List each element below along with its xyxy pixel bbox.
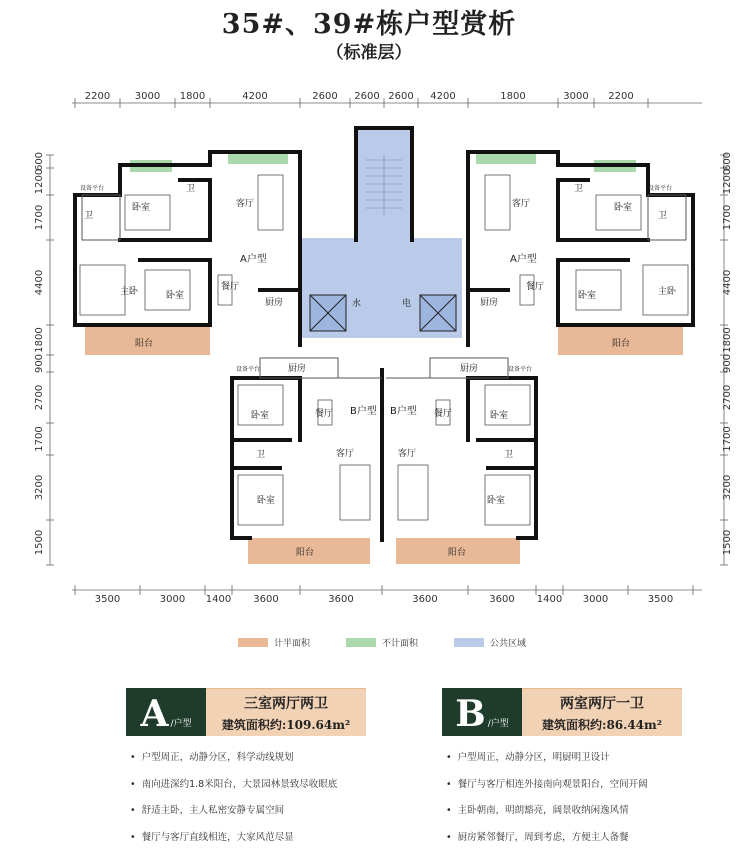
room-shui: 水 xyxy=(352,297,361,309)
room-wei-a1b: 卫 xyxy=(84,210,93,221)
dim-top-label: 3000 xyxy=(563,91,588,102)
dim-top-label: 1800 xyxy=(500,91,525,102)
dim-bottom-label: 3600 xyxy=(412,594,437,605)
room-wei-b2: 卫 xyxy=(504,449,513,460)
unit-area-b: 建筑面积约:86.44m² xyxy=(530,716,674,733)
unit-name-a: 三室两厅两卫 xyxy=(214,693,358,713)
room-woshi-b2: 卧室 xyxy=(257,494,275,506)
page-subtitle: （标准层） xyxy=(0,38,738,63)
dim-top-label: 3000 xyxy=(135,91,160,102)
room-type-a2: A户型 xyxy=(510,252,537,265)
unit-letter-a: A xyxy=(141,696,169,732)
dim-right-group xyxy=(720,152,733,565)
unit-area-a: 建筑面积约:109.64m² xyxy=(214,716,358,733)
room-wei-b1: 卫 xyxy=(256,449,265,460)
legend-half-label: 计半面积 xyxy=(274,636,310,649)
legend-public xyxy=(454,636,526,649)
legend-none xyxy=(346,636,418,649)
dim-top-group xyxy=(75,91,648,108)
unit-badge-b xyxy=(442,688,522,736)
unit-sub-a: /户型 xyxy=(170,716,191,729)
dim-bottom-group xyxy=(75,585,693,605)
room-chufang-a1: 厨房 xyxy=(265,296,283,308)
room-canting-a1: 餐厅 xyxy=(221,280,239,292)
dim-bottom-label: 3600 xyxy=(253,594,278,605)
room-yangtai-a2: 阳台 xyxy=(612,337,630,349)
dim-top-label: 1800 xyxy=(180,91,205,102)
feature-item: • 户型周正，动静分区，明厨明卫设计 xyxy=(446,752,648,779)
dim-bottom-label: 3600 xyxy=(489,594,514,605)
room-yangtai-b2: 阳台 xyxy=(448,546,466,558)
dim-bottom-label: 3500 xyxy=(95,594,120,605)
page-title: 35#、39#栋户型赏析 xyxy=(0,2,738,41)
room-wei-a2b: 卫 xyxy=(658,210,667,221)
room-keting-b1: 客厅 xyxy=(336,447,354,459)
dim-left-label: 900 xyxy=(34,354,45,373)
dim-top-label: 4200 xyxy=(430,91,455,102)
unit-info-b xyxy=(522,688,682,736)
dim-top-label: 2200 xyxy=(85,91,110,102)
dim-right-label: 2700 xyxy=(722,385,733,410)
room-canting-a2: 餐厅 xyxy=(526,280,544,292)
feature-item: • 厨房紧邻餐厅，周到考虑，方便主人备餐 xyxy=(446,832,648,858)
room-type-a1: A户型 xyxy=(240,252,267,265)
dim-top-label: 2600 xyxy=(388,91,413,102)
feature-item: • 餐厅与客厅相连外接南向观景阳台，空间开阔 xyxy=(446,779,648,806)
room-woshi-a2: 卧室 xyxy=(166,289,184,301)
room-yangtai-b1: 阳台 xyxy=(296,546,314,558)
room-woshi-b1: 卧室 xyxy=(251,409,269,421)
room-chufang-b1: 厨房 xyxy=(288,362,306,374)
dim-right-label: 4400 xyxy=(722,270,733,295)
dim-right-label: 3200 xyxy=(722,475,733,500)
dim-bottom-label: 3600 xyxy=(328,594,353,605)
feature-item: • 主卧朝南，明朗豁亮，阔景收纳闲逸风情 xyxy=(446,805,648,832)
dim-top-label: 2600 xyxy=(354,91,379,102)
unit-info-a xyxy=(206,688,366,736)
dim-right-label: 900 xyxy=(722,354,733,373)
dim-right-label: 1500 xyxy=(722,530,733,555)
room-chufang-a2: 厨房 xyxy=(480,296,498,308)
dim-right-label: 1700 xyxy=(722,205,733,230)
feature-item: • 南向进深约1.8米阳台，大景园林景致尽收眼底 xyxy=(130,779,337,806)
legend-half-swatch xyxy=(238,638,268,647)
legend-half xyxy=(238,636,310,649)
room-woshi-b3: 卧室 xyxy=(490,409,508,421)
unit-badge-a xyxy=(126,688,206,736)
feature-item: • 餐厅与客厅直线相连，大家风范尽显 xyxy=(130,832,337,858)
dim-left-label: 1200 xyxy=(34,169,45,194)
feature-item: • 舒适主卧，主人私密安静专属空间 xyxy=(130,805,337,832)
dim-left-label: 1500 xyxy=(34,530,45,555)
features-a xyxy=(130,752,337,858)
room-woshi-a1: 卧室 xyxy=(132,201,150,213)
unit-card-b xyxy=(442,688,682,736)
room-wei-a1: 卫 xyxy=(186,183,195,194)
room-chufang-b2: 厨房 xyxy=(460,362,478,374)
room-dian: 电 xyxy=(402,297,411,309)
room-wei-a2: 卫 xyxy=(574,183,583,194)
room-type-b1: B户型 xyxy=(350,404,377,417)
legend-public-swatch xyxy=(454,638,484,647)
room-woshi-a3: 卧室 xyxy=(614,201,632,213)
dim-left-label: 1700 xyxy=(34,205,45,230)
dim-right-label: 600 xyxy=(722,152,733,171)
dim-left-label: 1800 xyxy=(34,327,45,352)
dim-right-label: 1800 xyxy=(722,327,733,352)
room-yangtai-a1: 阳台 xyxy=(135,337,153,349)
dim-bottom-label: 3000 xyxy=(583,594,608,605)
dim-bottom-label: 1400 xyxy=(537,594,562,605)
room-woshi-a4: 卧室 xyxy=(578,289,596,301)
dim-right-label: 1700 xyxy=(722,426,733,451)
dim-left-label: 1700 xyxy=(34,426,45,451)
room-keting-a2: 客厅 xyxy=(512,197,530,209)
room-type-b2: B户型 xyxy=(390,404,417,417)
room-zhuwo-a1: 主卧 xyxy=(120,285,139,297)
dim-left-group xyxy=(34,152,54,565)
legend-public-label: 公共区域 xyxy=(490,636,526,649)
dim-left-label: 4400 xyxy=(34,270,45,295)
room-canting-b1: 餐厅 xyxy=(315,407,333,419)
room-shebei-a2: 设备平台 xyxy=(648,184,672,192)
dim-left-label: 3200 xyxy=(34,475,45,500)
dim-left-label: 2700 xyxy=(34,385,45,410)
unit-name-b: 两室两厅一卫 xyxy=(530,693,674,713)
dim-bottom-label: 3000 xyxy=(160,594,185,605)
legend-none-label: 不计面积 xyxy=(382,636,418,649)
room-shebei-b2: 设备平台 xyxy=(508,365,532,373)
dim-top-label: 2600 xyxy=(312,91,337,102)
dim-top-label: 4200 xyxy=(242,91,267,102)
room-zhuwo-a2: 主卧 xyxy=(658,285,677,297)
room-keting-a1: 客厅 xyxy=(236,197,254,209)
unit-card-a xyxy=(126,688,366,736)
unit-sub-b: /户型 xyxy=(488,716,509,729)
dim-left-label: 600 xyxy=(34,152,45,171)
room-shebei-b1: 设备平台 xyxy=(236,365,260,373)
feature-item: • 户型周正，动静分区，科学动线规划 xyxy=(130,752,337,779)
room-woshi-b4: 卧室 xyxy=(487,494,505,506)
room-keting-b2: 客厅 xyxy=(398,447,416,459)
features-b xyxy=(446,752,648,858)
dim-bottom-label: 3500 xyxy=(648,594,673,605)
legend-none-swatch xyxy=(346,638,376,647)
unit-letter-b: B xyxy=(455,696,485,732)
dim-bottom-label: 1400 xyxy=(206,594,231,605)
dim-right-label: 1200 xyxy=(722,169,733,194)
room-canting-b2: 餐厅 xyxy=(434,407,452,419)
room-shebei-a1: 设备平台 xyxy=(80,184,104,192)
dim-top-label: 2200 xyxy=(608,91,633,102)
